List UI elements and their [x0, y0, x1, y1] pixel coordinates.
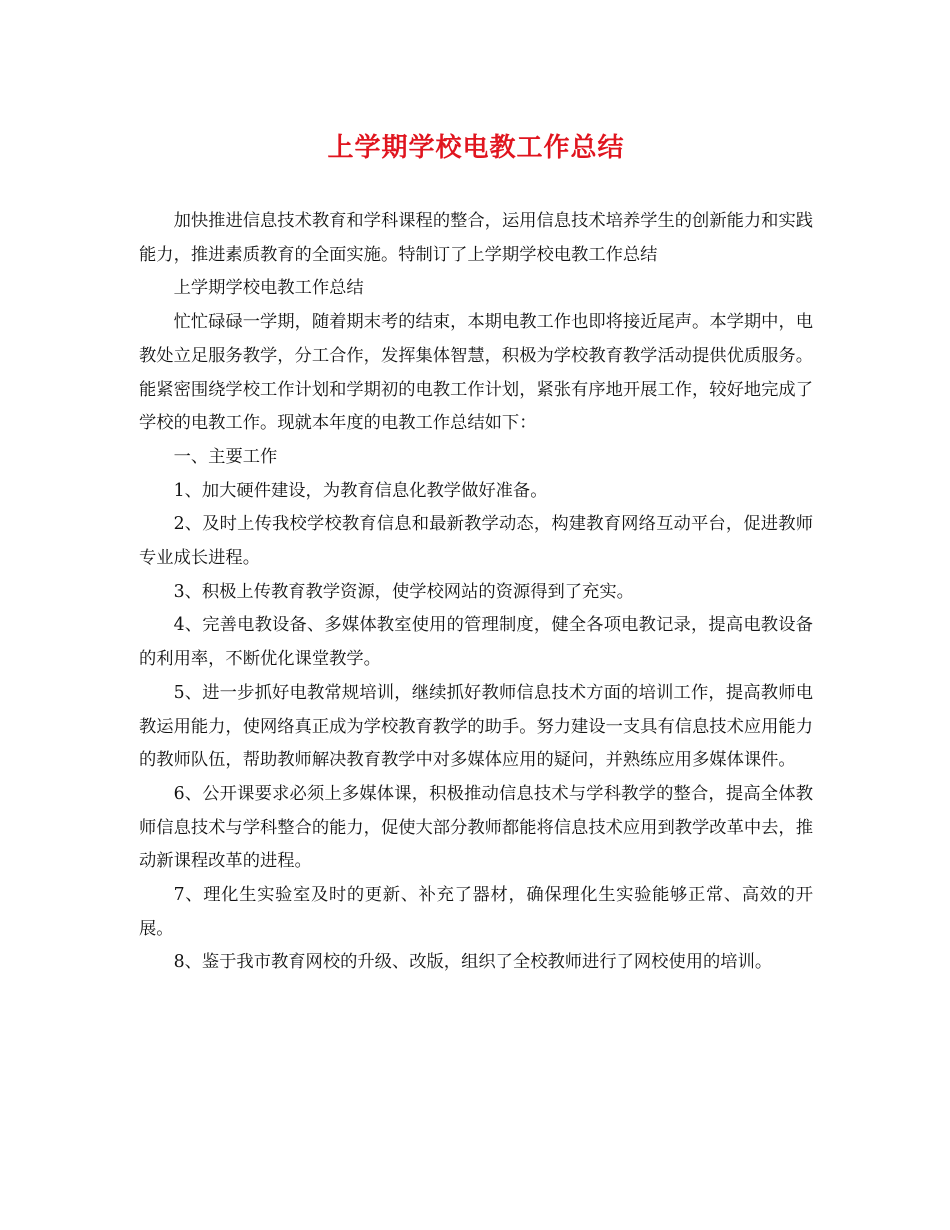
list-item-6: 6、公开课要求必须上多媒体课，积极推动信息技术与学科教学的整合，提高全体教师信息技术与学科整合的能力，促使大部分教师都能将信息技术应用到教学改革中去，推动新课程改革的进程。 [139, 783, 813, 872]
list-item-8: 8、鉴于我市教育网校的升级、改版，组织了全校教师进行了网校使用的培训。 [173, 952, 773, 973]
document-body [139, 205, 813, 980]
list-item-5: 5、进一步抓好电教常规培训，继续抓好教师信息技术方面的培训工作，提高教师电教运用能力，使网络真正成为学校教育教学的助手。努力建设一支具有信息技术应用能力的教师队伍，帮助教师解决教育教学中对多媒体应用的疑问，并熟练应用多媒体课件。 [139, 682, 813, 771]
list-item-7: 7、理化生实验室及时的更新、补充了器材，确保理化生实验能够正常、高效的开展。 [139, 885, 813, 939]
list-item-3: 3、积极上传教育教学资源，使学校网站的资源得到了充实。 [173, 581, 634, 602]
list-item-4: 4、完善电教设备、多媒体教室使用的管理制度，健全各项电教记录，提高电教设备的利用率，不断优化课堂教学。 [139, 615, 813, 670]
paragraph-overview: 忙忙碌碌一学期，随着期末考的结束，本期电教工作也即将接近尾声。本学期中，电教处立足服务教学，分工合作，发挥集体智慧，积极为学校教育教学活动提供优质服务。能紧密围绕学校工作计划和学期初的电教工作计划，紧张有序地开展工作，较好地完成了学校的电教工作。现就本年度的电教工作总结如下： [139, 312, 814, 434]
paragraph-intro: 加快推进信息技术教育和学科课程的整合，运用信息技术培养学生的创新能力和实践能力，推进素质教育的全面实施。特制订了上学期学校电教工作总结 [139, 211, 814, 265]
paragraph-subtitle: 上学期学校电教工作总结 [173, 278, 364, 299]
list-item-2: 2、及时上传我校学校教育信息和最新教学动态，构建教育网络互动平台，促进教师专业成长进程。 [139, 514, 813, 569]
section-heading-main-work: 一、主要工作 [173, 446, 278, 467]
list-item-1: 1、加大硬件建设，为教育信息化教学做好准备。 [173, 480, 548, 501]
document-title: 上学期学校电教工作总结 [327, 133, 625, 163]
